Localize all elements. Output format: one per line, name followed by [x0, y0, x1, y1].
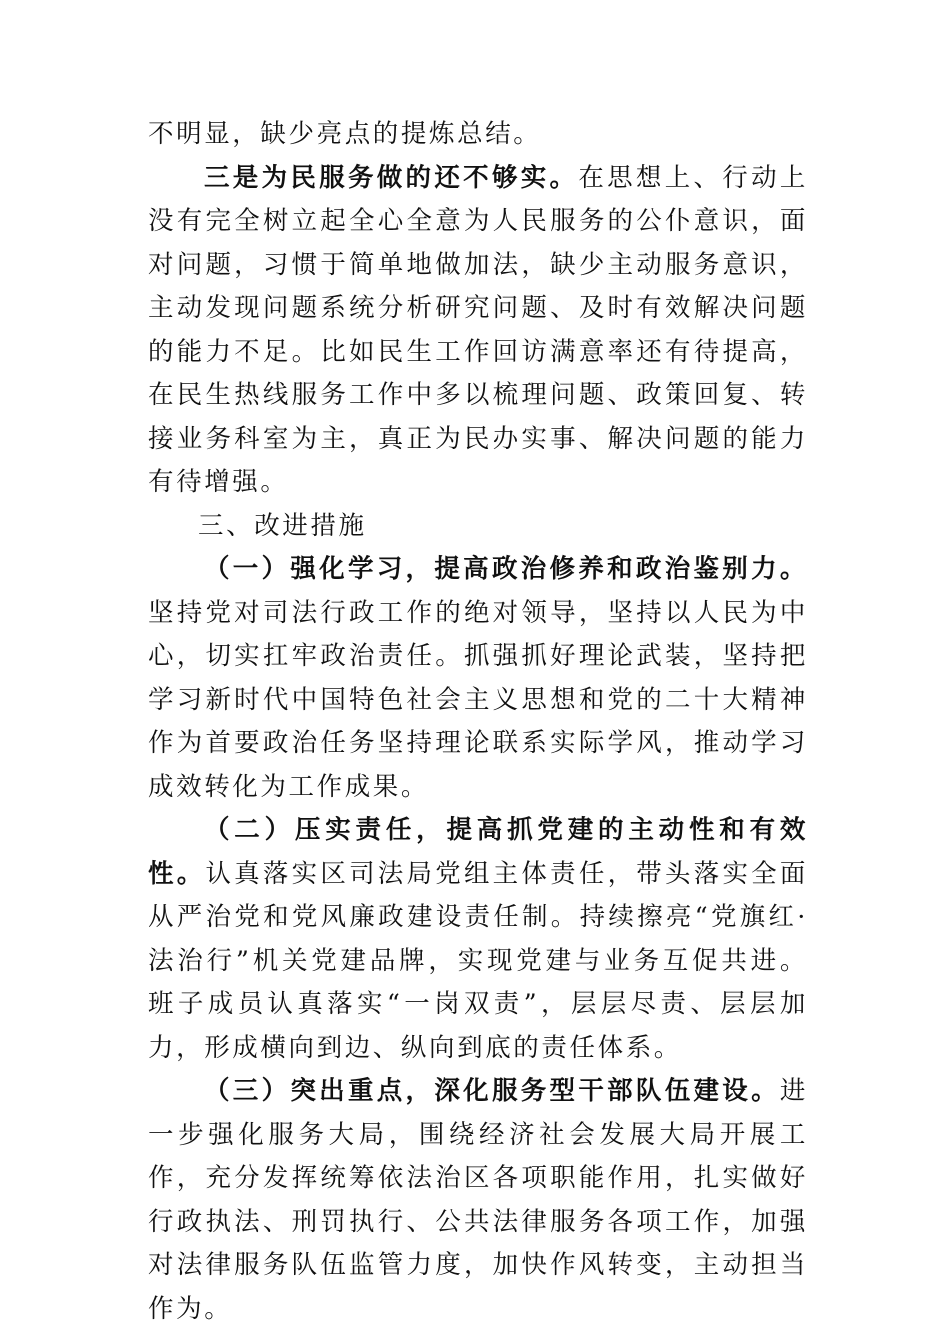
paragraph-text: 不明显，缺少亮点的提炼总结。 — [148, 119, 542, 149]
paragraph-measure-2 — [148, 809, 808, 1070]
paragraph-text: 在思想上、行动上没有完全树立起全心全意为人民服务的公仆意识，面对问题，习惯于简单地做加法，缺少主动服务意识，主动发现问题系统分析研究问题、及时有效解决问题的能力不足。比如民生工作回访满意率还有待提高，在民生热线服务工作中多以梳理问题、政策回复、转接业务科室为主，真正为民办实事、解决问题的能力有待增强。 — [148, 162, 808, 497]
paragraph-lead: （二）压实责任，提高抓党建的主动性和有效性。 — [148, 815, 808, 889]
paragraph-text: 进一步强化服务大局，围绕经济社会发展大局开展工作，充分发挥统筹依法治区各项职能作用，扎实做好行政执法、刑罚执行、公共法律服务各项工作，加强对法律服务队伍监管力度，加快作风转变，主动担当作为。 — [148, 1076, 808, 1324]
paragraph-text: 坚持党对司法行政工作的绝对领导，坚持以人民为中心，切实扛牢政治责任。抓强抓好理论武装，坚持把学习新时代中国特色社会主义思想和党的二十大精神作为首要政治任务坚持理论联系实际学风，推动学习成效转化为工作成果。 — [148, 597, 808, 802]
section-heading: 三、改进措施 — [198, 510, 367, 541]
paragraph-continuation — [148, 113, 808, 157]
paragraph-service — [148, 157, 808, 505]
paragraph-measure-3 — [148, 1070, 808, 1331]
paragraph-measure-1 — [148, 548, 808, 809]
paragraph-text: 认真落实区司法局党组主体责任，带头落实全面从严治党和党风廉政建设责任制。持续擦亮“党旗红·法治行”机关党建品牌，实现党建与业务互促共进。班子成员认真落实“一岗双责”，层层尽责、层层加力，形成横向到边、纵向到底的责任体系。 — [148, 858, 808, 1063]
paragraph-lead: （三）突出重点，深化服务型干部队伍建设。 — [204, 1076, 780, 1106]
paragraph-lead: 三是为民服务做的还不够实。 — [204, 162, 579, 193]
paragraph-lead: （一）强化学习，提高政治修养和政治鉴别力。 — [204, 554, 808, 584]
document-body — [148, 113, 808, 1331]
